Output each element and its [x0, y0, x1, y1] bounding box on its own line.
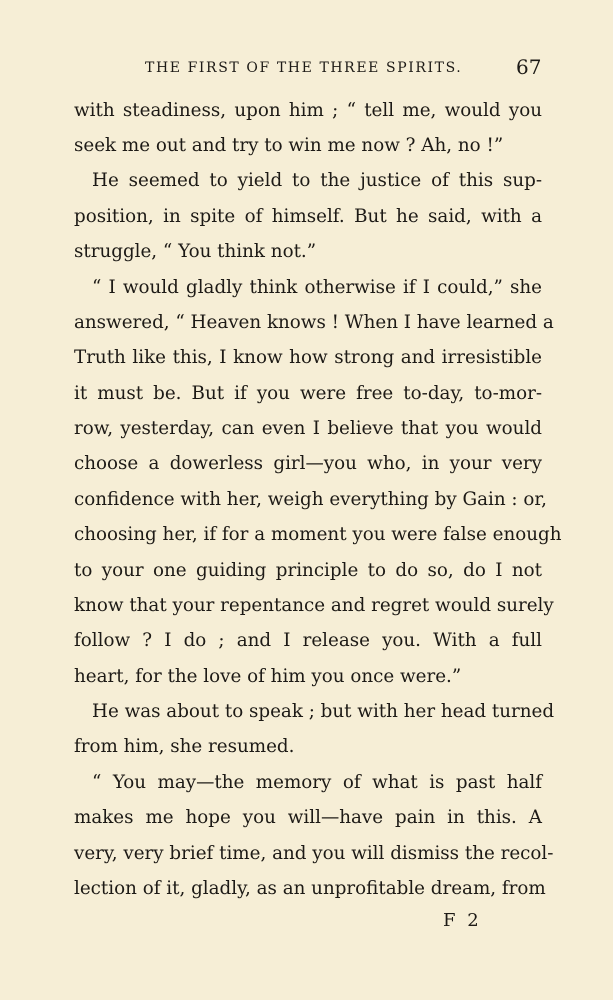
text-line: heart, for the love of him you once were.” [74, 666, 462, 687]
running-title: THE FIRST OF THE THREE SPIRITS. [145, 60, 463, 76]
text-line: He seemed to yield to the justice of this sup- [92, 170, 542, 191]
text-line: know that your repentance and regret would surely [74, 595, 554, 616]
text-line: row, yesterday, can even I believe that you would [74, 418, 542, 439]
signature-mark: F 2 [443, 910, 482, 931]
text-line: with steadiness, upon him ; “ tell me, would you [74, 100, 542, 121]
text-line: follow ? I do ; and I release you. With a full [74, 630, 542, 651]
text-line: position, in spite of himself. But he said, with a [74, 206, 542, 227]
text-line: “ I would gladly think otherwise if I could,” she [92, 277, 542, 298]
text-line: He was about to speak ; but with her head turned [92, 701, 555, 722]
running-head [145, 55, 545, 80]
text-line: choosing her, if for a moment you were false enough [74, 524, 562, 545]
text-line: “ You may—the memory of what is past half [92, 772, 542, 793]
text-line: it must be. But if you were free to-day, to-mor- [74, 383, 542, 404]
text-line: makes me hope you will—have pain in this. A [74, 807, 542, 828]
text-line: from him, she resumed. [74, 736, 295, 757]
page-number: 67 [516, 55, 542, 79]
text-line: choose a dowerless girl—you who, in your very [74, 453, 542, 474]
text-line: very, very brief time, and you will dismiss the recol- [74, 843, 554, 864]
text-line: seek me out and try to win me now ? Ah, no !” [74, 135, 504, 156]
text-line: Truth like this, I know how strong and irresistible [74, 347, 542, 368]
text-line: answered, “ Heaven knows ! When I have learned a [74, 312, 554, 333]
text-line: to your one guiding principle to do so, do I not [74, 560, 542, 581]
text-line: lection of it, gladly, as an unprofitable dream, from [74, 878, 546, 899]
text-line: confidence with her, weigh everything by Gain : or, [74, 489, 547, 510]
text-line: struggle, “ You think not.” [74, 241, 317, 262]
